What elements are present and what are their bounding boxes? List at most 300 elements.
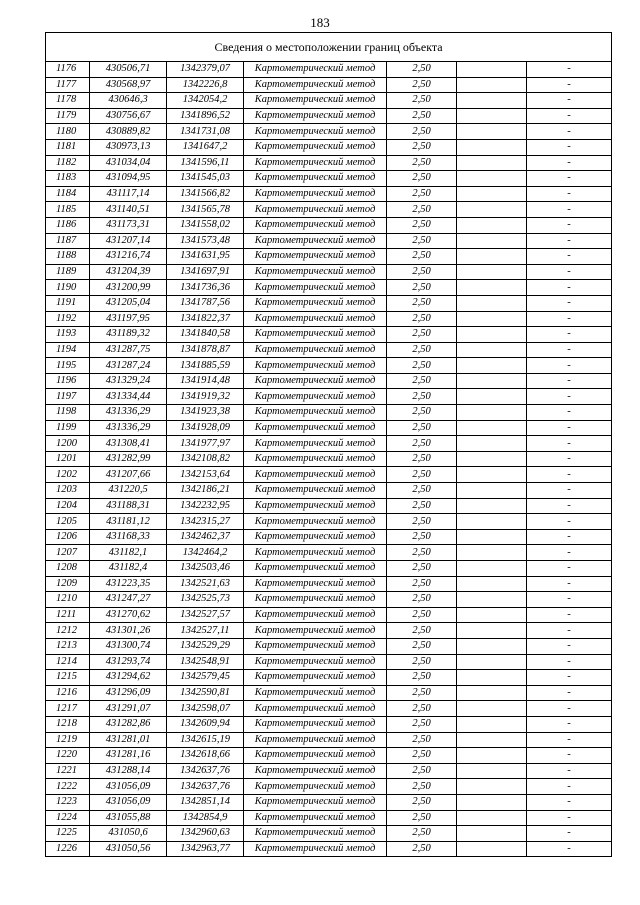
point-number-cell: 1188 [46, 249, 90, 265]
note-cell: - [527, 342, 612, 358]
note-cell: - [527, 732, 612, 748]
accuracy-cell: 2,50 [387, 202, 457, 218]
point-number-cell: 1208 [46, 561, 90, 577]
accuracy-cell: 2,50 [387, 342, 457, 358]
note-cell: - [527, 186, 612, 202]
accuracy-cell: 2,50 [387, 373, 457, 389]
x-coordinate-cell: 430973,13 [90, 139, 167, 155]
table-row [46, 451, 612, 467]
x-coordinate-cell: 431301,26 [90, 623, 167, 639]
note-cell: - [527, 451, 612, 467]
point-number-cell: 1223 [46, 794, 90, 810]
table-row [46, 93, 612, 109]
point-number-cell: 1192 [46, 311, 90, 327]
table-row [46, 139, 612, 155]
method-cell: Картометрический метод [244, 654, 387, 670]
note-cell: - [527, 841, 612, 857]
accuracy-cell: 2,50 [387, 654, 457, 670]
x-coordinate-cell: 431282,86 [90, 716, 167, 732]
description-cell [457, 451, 527, 467]
description-cell [457, 529, 527, 545]
point-number-cell: 1213 [46, 638, 90, 654]
x-coordinate-cell: 431207,14 [90, 233, 167, 249]
y-coordinate-cell: 1341928,09 [167, 420, 244, 436]
x-coordinate-cell: 431270,62 [90, 607, 167, 623]
method-cell: Картометрический метод [244, 685, 387, 701]
point-number-cell: 1195 [46, 358, 90, 374]
table-row [46, 295, 612, 311]
y-coordinate-cell: 1341840,58 [167, 327, 244, 343]
y-coordinate-cell: 1341596,11 [167, 155, 244, 171]
table-row [46, 373, 612, 389]
x-coordinate-cell: 431189,32 [90, 327, 167, 343]
accuracy-cell: 2,50 [387, 155, 457, 171]
description-cell [457, 342, 527, 358]
note-cell: - [527, 654, 612, 670]
table-row [46, 607, 612, 623]
y-coordinate-cell: 1342618,66 [167, 748, 244, 764]
method-cell: Картометрический метод [244, 701, 387, 717]
accuracy-cell: 2,50 [387, 77, 457, 93]
note-cell: - [527, 529, 612, 545]
table-row [46, 483, 612, 499]
table-row [46, 529, 612, 545]
table-header-title: Сведения о местоположении границ объекта [46, 33, 612, 62]
y-coordinate-cell: 1342579,45 [167, 670, 244, 686]
note-cell: - [527, 202, 612, 218]
description-cell [457, 405, 527, 421]
description-cell [457, 826, 527, 842]
accuracy-cell: 2,50 [387, 405, 457, 421]
method-cell: Картометрический метод [244, 748, 387, 764]
note-cell: - [527, 358, 612, 374]
table-row [46, 311, 612, 327]
method-cell: Картометрический метод [244, 77, 387, 93]
note-cell: - [527, 62, 612, 78]
note-cell: - [527, 280, 612, 296]
point-number-cell: 1214 [46, 654, 90, 670]
note-cell: - [527, 155, 612, 171]
x-coordinate-cell: 431296,09 [90, 685, 167, 701]
accuracy-cell: 2,50 [387, 794, 457, 810]
y-coordinate-cell: 1342464,2 [167, 545, 244, 561]
method-cell: Картометрический метод [244, 108, 387, 124]
y-coordinate-cell: 1341878,87 [167, 342, 244, 358]
accuracy-cell: 2,50 [387, 264, 457, 280]
note-cell: - [527, 139, 612, 155]
y-coordinate-cell: 1341731,08 [167, 124, 244, 140]
table-row [46, 623, 612, 639]
method-cell: Картометрический метод [244, 498, 387, 514]
accuracy-cell: 2,50 [387, 62, 457, 78]
y-coordinate-cell: 1341697,91 [167, 264, 244, 280]
table-row [46, 62, 612, 78]
note-cell: - [527, 701, 612, 717]
method-cell: Картометрический метод [244, 311, 387, 327]
description-cell [457, 638, 527, 654]
table-row [46, 171, 612, 187]
description-cell [457, 670, 527, 686]
y-coordinate-cell: 1342315,27 [167, 514, 244, 530]
description-cell [457, 358, 527, 374]
accuracy-cell: 2,50 [387, 748, 457, 764]
x-coordinate-cell: 431282,99 [90, 451, 167, 467]
point-number-cell: 1198 [46, 405, 90, 421]
point-number-cell: 1183 [46, 171, 90, 187]
description-cell [457, 217, 527, 233]
table-row [46, 670, 612, 686]
x-coordinate-cell: 430506,71 [90, 62, 167, 78]
x-coordinate-cell: 431281,16 [90, 748, 167, 764]
method-cell: Картометрический метод [244, 327, 387, 343]
table-row [46, 249, 612, 265]
x-coordinate-cell: 431336,29 [90, 405, 167, 421]
point-number-cell: 1184 [46, 186, 90, 202]
y-coordinate-cell: 1341923,38 [167, 405, 244, 421]
method-cell: Картометрический метод [244, 295, 387, 311]
y-coordinate-cell: 1341558,02 [167, 217, 244, 233]
method-cell: Картометрический метод [244, 638, 387, 654]
table-row [46, 716, 612, 732]
description-cell [457, 545, 527, 561]
note-cell: - [527, 420, 612, 436]
note-cell: - [527, 810, 612, 826]
method-cell: Картометрический метод [244, 576, 387, 592]
accuracy-cell: 2,50 [387, 451, 457, 467]
y-coordinate-cell: 1342527,11 [167, 623, 244, 639]
point-number-cell: 1180 [46, 124, 90, 140]
table-row [46, 763, 612, 779]
method-cell: Картометрический метод [244, 514, 387, 530]
description-cell [457, 716, 527, 732]
method-cell: Картометрический метод [244, 763, 387, 779]
description-cell [457, 483, 527, 499]
accuracy-cell: 2,50 [387, 514, 457, 530]
table-row [46, 592, 612, 608]
table-row [46, 405, 612, 421]
method-cell: Картометрический метод [244, 810, 387, 826]
table-row [46, 841, 612, 857]
description-cell [457, 420, 527, 436]
table-row [46, 186, 612, 202]
accuracy-cell: 2,50 [387, 592, 457, 608]
description-cell [457, 373, 527, 389]
description-cell [457, 794, 527, 810]
table-row [46, 732, 612, 748]
x-coordinate-cell: 431291,07 [90, 701, 167, 717]
y-coordinate-cell: 1341736,36 [167, 280, 244, 296]
y-coordinate-cell: 1342637,76 [167, 779, 244, 795]
point-number-cell: 1217 [46, 701, 90, 717]
accuracy-cell: 2,50 [387, 295, 457, 311]
table-row [46, 826, 612, 842]
method-cell: Картометрический метод [244, 451, 387, 467]
accuracy-cell: 2,50 [387, 280, 457, 296]
note-cell: - [527, 716, 612, 732]
x-coordinate-cell: 431288,14 [90, 763, 167, 779]
y-coordinate-cell: 1341631,95 [167, 249, 244, 265]
x-coordinate-cell: 431287,24 [90, 358, 167, 374]
accuracy-cell: 2,50 [387, 623, 457, 639]
table-row [46, 77, 612, 93]
note-cell: - [527, 561, 612, 577]
y-coordinate-cell: 1341545,03 [167, 171, 244, 187]
note-cell: - [527, 108, 612, 124]
note-cell: - [527, 373, 612, 389]
note-cell: - [527, 779, 612, 795]
point-number-cell: 1212 [46, 623, 90, 639]
x-coordinate-cell: 431181,12 [90, 514, 167, 530]
table-row [46, 124, 612, 140]
x-coordinate-cell: 431308,41 [90, 436, 167, 452]
x-coordinate-cell: 430568,97 [90, 77, 167, 93]
y-coordinate-cell: 1342232,95 [167, 498, 244, 514]
table-row [46, 217, 612, 233]
table-header-row [46, 33, 612, 62]
description-cell [457, 264, 527, 280]
y-coordinate-cell: 1342529,29 [167, 638, 244, 654]
accuracy-cell: 2,50 [387, 685, 457, 701]
accuracy-cell: 2,50 [387, 93, 457, 109]
point-number-cell: 1204 [46, 498, 90, 514]
description-cell [457, 467, 527, 483]
x-coordinate-cell: 431293,74 [90, 654, 167, 670]
method-cell: Картометрический метод [244, 483, 387, 499]
accuracy-cell: 2,50 [387, 233, 457, 249]
note-cell: - [527, 311, 612, 327]
description-cell [457, 623, 527, 639]
note-cell: - [527, 763, 612, 779]
table-row [46, 202, 612, 218]
y-coordinate-cell: 1341919,32 [167, 389, 244, 405]
y-coordinate-cell: 1342590,81 [167, 685, 244, 701]
y-coordinate-cell: 1342503,46 [167, 561, 244, 577]
note-cell: - [527, 124, 612, 140]
x-coordinate-cell: 431334,44 [90, 389, 167, 405]
description-cell [457, 124, 527, 140]
point-number-cell: 1216 [46, 685, 90, 701]
x-coordinate-cell: 431216,74 [90, 249, 167, 265]
point-number-cell: 1211 [46, 607, 90, 623]
table-row [46, 514, 612, 530]
x-coordinate-cell: 431205,04 [90, 295, 167, 311]
y-coordinate-cell: 1342226,8 [167, 77, 244, 93]
table-row [46, 467, 612, 483]
note-cell: - [527, 638, 612, 654]
point-number-cell: 1178 [46, 93, 90, 109]
accuracy-cell: 2,50 [387, 186, 457, 202]
note-cell: - [527, 592, 612, 608]
accuracy-cell: 2,50 [387, 561, 457, 577]
note-cell: - [527, 498, 612, 514]
method-cell: Картометрический метод [244, 841, 387, 857]
method-cell: Картометрический метод [244, 529, 387, 545]
method-cell: Картометрический метод [244, 373, 387, 389]
note-cell: - [527, 685, 612, 701]
description-cell [457, 155, 527, 171]
point-number-cell: 1181 [46, 139, 90, 155]
x-coordinate-cell: 431173,31 [90, 217, 167, 233]
note-cell: - [527, 217, 612, 233]
x-coordinate-cell: 431287,75 [90, 342, 167, 358]
x-coordinate-cell: 431223,35 [90, 576, 167, 592]
method-cell: Картометрический метод [244, 233, 387, 249]
table-row [46, 561, 612, 577]
description-cell [457, 327, 527, 343]
accuracy-cell: 2,50 [387, 826, 457, 842]
description-cell [457, 389, 527, 405]
description-cell [457, 841, 527, 857]
note-cell: - [527, 77, 612, 93]
description-cell [457, 139, 527, 155]
accuracy-cell: 2,50 [387, 124, 457, 140]
description-cell [457, 732, 527, 748]
table-row [46, 264, 612, 280]
y-coordinate-cell: 1342108,82 [167, 451, 244, 467]
table-row [46, 794, 612, 810]
method-cell: Картометрический метод [244, 342, 387, 358]
point-number-cell: 1219 [46, 732, 90, 748]
accuracy-cell: 2,50 [387, 529, 457, 545]
method-cell: Картометрический метод [244, 592, 387, 608]
x-coordinate-cell: 430889,82 [90, 124, 167, 140]
point-number-cell: 1197 [46, 389, 90, 405]
description-cell [457, 108, 527, 124]
x-coordinate-cell: 431094,95 [90, 171, 167, 187]
method-cell: Картометрический метод [244, 186, 387, 202]
description-cell [457, 607, 527, 623]
description-cell [457, 498, 527, 514]
accuracy-cell: 2,50 [387, 841, 457, 857]
point-number-cell: 1218 [46, 716, 90, 732]
note-cell: - [527, 405, 612, 421]
note-cell: - [527, 264, 612, 280]
x-coordinate-cell: 430646,3 [90, 93, 167, 109]
description-cell [457, 62, 527, 78]
accuracy-cell: 2,50 [387, 139, 457, 155]
table-row [46, 342, 612, 358]
method-cell: Картометрический метод [244, 280, 387, 296]
note-cell: - [527, 514, 612, 530]
x-coordinate-cell: 431182,1 [90, 545, 167, 561]
x-coordinate-cell: 431220,5 [90, 483, 167, 499]
x-coordinate-cell: 431207,66 [90, 467, 167, 483]
method-cell: Картометрический метод [244, 93, 387, 109]
point-number-cell: 1210 [46, 592, 90, 608]
page-number: 183 [310, 15, 330, 30]
table-row [46, 420, 612, 436]
point-number-cell: 1200 [46, 436, 90, 452]
method-cell: Картометрический метод [244, 405, 387, 421]
method-cell: Картометрический метод [244, 716, 387, 732]
note-cell: - [527, 327, 612, 343]
accuracy-cell: 2,50 [387, 716, 457, 732]
note-cell: - [527, 389, 612, 405]
y-coordinate-cell: 1342525,73 [167, 592, 244, 608]
point-number-cell: 1225 [46, 826, 90, 842]
y-coordinate-cell: 1342548,91 [167, 654, 244, 670]
table-row [46, 436, 612, 452]
y-coordinate-cell: 1342960,63 [167, 826, 244, 842]
accuracy-cell: 2,50 [387, 171, 457, 187]
x-coordinate-cell: 430756,67 [90, 108, 167, 124]
note-cell: - [527, 483, 612, 499]
point-number-cell: 1203 [46, 483, 90, 499]
note-cell: - [527, 93, 612, 109]
point-number-cell: 1220 [46, 748, 90, 764]
x-coordinate-cell: 431336,29 [90, 420, 167, 436]
x-coordinate-cell: 431117,14 [90, 186, 167, 202]
table-row [46, 280, 612, 296]
point-number-cell: 1194 [46, 342, 90, 358]
note-cell: - [527, 748, 612, 764]
table-row [46, 498, 612, 514]
x-coordinate-cell: 431034,04 [90, 155, 167, 171]
table-row [46, 233, 612, 249]
y-coordinate-cell: 1341885,59 [167, 358, 244, 374]
description-cell [457, 810, 527, 826]
description-cell [457, 779, 527, 795]
x-coordinate-cell: 431281,01 [90, 732, 167, 748]
method-cell: Картометрический метод [244, 545, 387, 561]
description-cell [457, 233, 527, 249]
note-cell: - [527, 295, 612, 311]
accuracy-cell: 2,50 [387, 311, 457, 327]
note-cell: - [527, 436, 612, 452]
y-coordinate-cell: 1342054,2 [167, 93, 244, 109]
accuracy-cell: 2,50 [387, 217, 457, 233]
x-coordinate-cell: 431247,27 [90, 592, 167, 608]
method-cell: Картометрический метод [244, 389, 387, 405]
y-coordinate-cell: 1342527,57 [167, 607, 244, 623]
point-number-cell: 1226 [46, 841, 90, 857]
accuracy-cell: 2,50 [387, 607, 457, 623]
y-coordinate-cell: 1342153,64 [167, 467, 244, 483]
method-cell: Картометрический метод [244, 124, 387, 140]
description-cell [457, 436, 527, 452]
x-coordinate-cell: 431140,51 [90, 202, 167, 218]
table-row [46, 327, 612, 343]
method-cell: Картометрический метод [244, 171, 387, 187]
note-cell: - [527, 576, 612, 592]
y-coordinate-cell: 1342521,63 [167, 576, 244, 592]
table-row [46, 810, 612, 826]
method-cell: Картометрический метод [244, 561, 387, 577]
table-row [46, 779, 612, 795]
method-cell: Картометрический метод [244, 155, 387, 171]
accuracy-cell: 2,50 [387, 638, 457, 654]
table-row [46, 576, 612, 592]
accuracy-cell: 2,50 [387, 779, 457, 795]
note-cell: - [527, 794, 612, 810]
accuracy-cell: 2,50 [387, 420, 457, 436]
x-coordinate-cell: 431168,33 [90, 529, 167, 545]
accuracy-cell: 2,50 [387, 810, 457, 826]
accuracy-cell: 2,50 [387, 576, 457, 592]
y-coordinate-cell: 1341822,37 [167, 311, 244, 327]
point-number-cell: 1202 [46, 467, 90, 483]
table-row [46, 389, 612, 405]
point-number-cell: 1196 [46, 373, 90, 389]
table-row [46, 748, 612, 764]
method-cell: Картометрический метод [244, 670, 387, 686]
description-cell [457, 186, 527, 202]
x-coordinate-cell: 431329,24 [90, 373, 167, 389]
accuracy-cell: 2,50 [387, 670, 457, 686]
accuracy-cell: 2,50 [387, 108, 457, 124]
x-coordinate-cell: 431050,6 [90, 826, 167, 842]
point-number-cell: 1215 [46, 670, 90, 686]
